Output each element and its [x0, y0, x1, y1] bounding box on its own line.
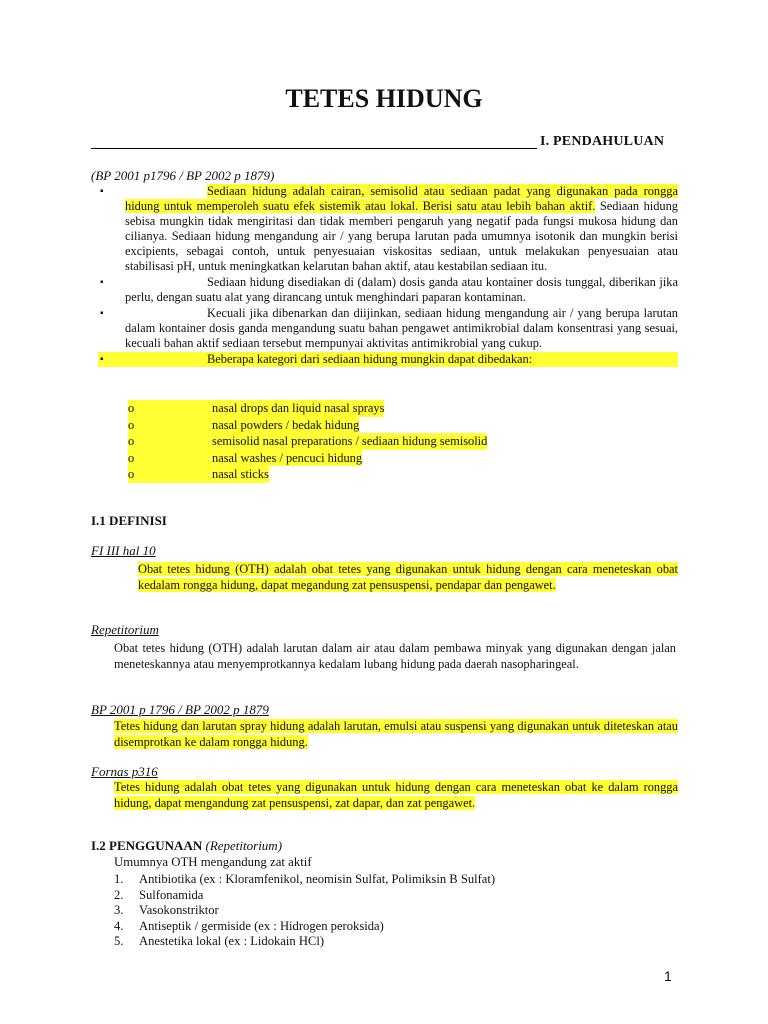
list-item: 2. Sulfonamida	[114, 887, 204, 902]
highlighted-text: Sediaan hidung adalah cairan, semisolid atau sediaan padat yang digunakan pada rongga hidung untuk memperoleh suatu efek sistemik atau lokal. Berisi satu atau lebih bahan aktif.	[125, 184, 678, 213]
bullet-item	[98, 306, 678, 351]
reference-fi-iii: FI III hal 10	[91, 543, 156, 558]
bullet-marker-icon: ▪	[100, 186, 104, 197]
definition-paragraph: Tetes hidung adalah obat tetes yang digunakan untuk hidung dengan cara meneteskan obat ke dalam rongga hidung, dapat mengandung zat pensuspensi, zat dapar, dan zat pengawet.	[114, 780, 678, 810]
bullet-item	[98, 184, 678, 274]
bullet-marker-icon: ▪	[100, 354, 104, 365]
section-heading: I. PENDAHULUAN	[540, 134, 665, 149]
penggunaan-heading: I.2 PENGGUNAAN	[91, 838, 203, 853]
bullet-list	[98, 184, 678, 368]
definition-paragraph: Tetes hidung dan larutan spray hidung adalah larutan, emulsi atau suspensi yang digunakan untuk diteteskan atau disemprotkan ke dalam rongga hidung.	[114, 719, 678, 749]
intro-reference: (BP 2001 p1796 / BP 2002 p 1879)	[91, 168, 275, 183]
bullet-text: Kecuali jika dibenarkan dan diijinkan, sediaan hidung mengandung air / yang berupa larutan dalam kontainer dosis ganda mengandung suatu bahan pengawet antimikrobial dalam konsentrasi yang sesuai, kecuali bahan aktif sediaan tersebut mempunyai aktivitas antimikrobial yang cukup.	[125, 306, 678, 350]
reference-fornas: Fornas p316	[91, 764, 158, 779]
bullet-item	[98, 352, 678, 367]
list-item: 1. Antibiotika (ex : Kloramfenikol, neomisin Sulfat, Polimiksin B Sulfat)	[114, 872, 496, 886]
sub-list-item: o nasal washes / pencuci hidung	[128, 450, 363, 465]
active-ingredient-list	[114, 872, 674, 950]
heading-rule	[91, 148, 537, 149]
penggunaan-intro: Umumnya OTH mengandung zat aktif	[114, 855, 312, 869]
bullet-marker-icon: ▪	[100, 308, 104, 319]
penggunaan-reference: (Repetitorium)	[205, 838, 283, 853]
sub-list-item: o semisolid nasal preparations / sediaan hidung semisolid	[128, 434, 488, 449]
bullet-item	[98, 275, 678, 305]
list-item: 4. Antiseptik / germiside (ex : Hidrogen peroksida)	[114, 918, 384, 933]
list-item: 3. Vasokonstriktor	[114, 903, 219, 918]
bullet-text: Sediaan hidung disediakan di (dalam) dosis ganda atau kontainer dosis tunggal, diberikan jika perlu, dengan suatu alat yang dirancang untuk menghindari paparan kontaminan.	[125, 275, 678, 304]
list-item: 5. Anestetika lokal (ex : Lidokain HCl)	[114, 934, 325, 949]
definition-paragraph: Obat tetes hidung (OTH) adalah larutan dalam air atau dalam pembawa minyak yang digunakan dengan jalan meneteskannya atau menyemprotkannya kedalam lubang hidung pada daerah nasopharingeal.	[114, 641, 676, 671]
document-title: TETES HIDUNG	[285, 84, 483, 113]
sub-list-item: o nasal sticks	[128, 467, 269, 482]
highlighted-text: Beberapa kategori dari sediaan hidung mungkin dapat dibedakan:	[207, 352, 533, 366]
sub-list-item: o nasal drops dan liquid nasal sprays	[128, 401, 385, 415]
penggunaan-heading-row	[91, 838, 282, 854]
bullet-text: Sediaan hidung sebisa mungkin tidak mengiritasi dan tidak memberi pengaruh yang negatif pada fungsi mukosa hidung dan cilianya. Sediaan hidung mengandung air / yang berupa larutan pada umumnya isotonik dan mungkin berisi excipients, sebagai contoh, untuk penyesuaian viskositas sediaan, untuk melakukan penyesuaian atau stabilisasi pH, untuk meningkatkan kelarutan bahan aktif, atau kestabilan sediaan itu.	[125, 199, 678, 273]
sub-list-item: o nasal powders / bedak hidung	[128, 417, 360, 432]
definisi-heading: I.1 DEFINISI	[91, 513, 167, 528]
reference-repetitorium: Repetitorium	[91, 622, 159, 637]
reference-bp: BP 2001 p 1796 / BP 2002 p 1879	[91, 702, 269, 717]
bullet-marker-icon: ▪	[100, 277, 104, 288]
sub-list	[128, 400, 688, 483]
page-number: 1	[664, 968, 672, 984]
definition-paragraph: Obat tetes hidung (OTH) adalah obat tetes yang digunakan untuk hidung dengan cara meneteskan obat kedalam rongga hidung, dapat megandung zat pensuspensi, pendapar dan pengawet.	[138, 562, 678, 592]
